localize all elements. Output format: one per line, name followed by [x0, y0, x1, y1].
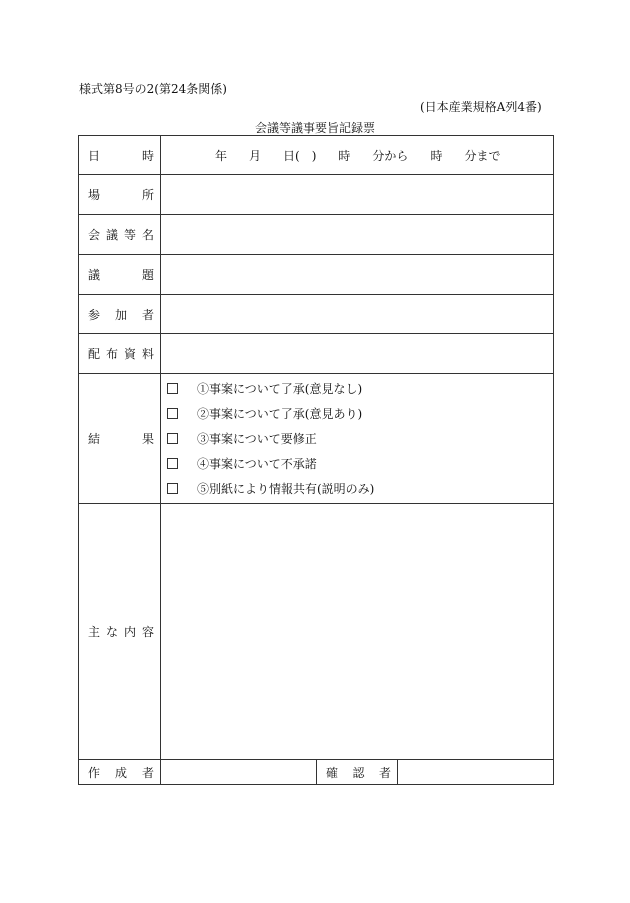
checkbox[interactable] [167, 383, 178, 394]
year-unit: 年 [215, 148, 228, 163]
checkbox[interactable] [167, 433, 178, 444]
label-char: 者 [141, 765, 154, 780]
meeting-name-label [79, 215, 161, 255]
meeting-name-field[interactable] [161, 215, 554, 255]
label-char: 議 [88, 268, 101, 282]
result-option[interactable] [167, 451, 553, 476]
label-char: 名 [141, 228, 154, 242]
datetime-row [79, 136, 554, 175]
content-row [79, 504, 554, 760]
form-title: 会議等議事要旨記録票 [254, 121, 375, 135]
label-char: 参 [88, 307, 101, 322]
label-char: 成 [114, 765, 127, 780]
label-char: 場 [88, 188, 101, 202]
label-char: 容 [141, 625, 154, 639]
day-unit: 日( ) [283, 148, 317, 163]
label-char: 布 [105, 347, 118, 361]
label-char: 配 [88, 347, 101, 361]
agenda-label [79, 255, 161, 295]
materials-row [79, 334, 554, 374]
result-option[interactable] [167, 376, 553, 401]
label-char: 確 [326, 765, 339, 780]
agenda-row [79, 255, 554, 295]
result-option-label: ②事案について了承(意見あり) [197, 407, 363, 421]
result-row [79, 374, 554, 504]
paper-size-note: (日本産業規格A列4番) [420, 100, 542, 114]
checkbox[interactable] [167, 408, 178, 419]
result-option-label: ③事案について要修正 [197, 432, 317, 446]
materials-label [79, 334, 161, 374]
content-label [79, 504, 161, 760]
place-label [79, 175, 161, 215]
label-char: 資 [123, 347, 136, 361]
checkbox[interactable] [167, 483, 178, 494]
checkbox[interactable] [167, 458, 178, 469]
place-row [79, 175, 554, 215]
record-form-table [78, 135, 554, 785]
datetime-label [79, 136, 161, 175]
creator-label [79, 760, 161, 785]
result-option[interactable] [167, 426, 553, 451]
label-char: 結 [88, 432, 101, 446]
label-char: 果 [141, 432, 154, 446]
confirmer-label [317, 760, 398, 785]
result-option-label: ⑤別紙により情報共有(説明のみ) [197, 482, 375, 496]
label-char: 時 [141, 148, 154, 163]
end-minute-unit: 分まで [464, 148, 501, 163]
label-char: 等 [123, 228, 136, 242]
label-char: 日 [88, 148, 101, 163]
label-char: 所 [141, 188, 154, 202]
label-char: 議 [105, 228, 118, 242]
result-option[interactable] [167, 401, 553, 426]
participants-label [79, 295, 161, 334]
label-char: な [105, 625, 118, 639]
start-hour-unit: 時 [338, 148, 351, 163]
label-char: 料 [141, 347, 154, 361]
label-char: 内 [123, 625, 136, 639]
label-char: 作 [88, 765, 101, 780]
month-unit: 月 [249, 148, 262, 163]
datetime-field[interactable] [161, 136, 554, 175]
agenda-field[interactable] [161, 255, 554, 295]
form-number: 様式第8号の2(第24条関係) [79, 82, 227, 96]
confirmer-field[interactable] [398, 760, 554, 785]
creator-field[interactable] [161, 760, 317, 785]
materials-field[interactable] [161, 334, 554, 374]
result-options [161, 374, 554, 504]
result-label [79, 374, 161, 504]
label-char: 者 [378, 765, 391, 780]
result-option-label: ①事案について了承(意見なし) [197, 382, 363, 396]
start-minute-unit: 分から [372, 148, 409, 163]
place-field[interactable] [161, 175, 554, 215]
signature-row [79, 760, 554, 785]
participants-row [79, 295, 554, 334]
result-option[interactable] [167, 476, 553, 501]
label-char: 加 [114, 307, 127, 322]
end-hour-unit: 時 [430, 148, 443, 163]
label-char: 主 [88, 625, 101, 639]
label-char: 者 [141, 307, 154, 322]
participants-field[interactable] [161, 295, 554, 334]
result-option-label: ④事案について不承諾 [197, 457, 317, 471]
label-char: 認 [352, 765, 365, 780]
content-field[interactable] [161, 504, 554, 760]
meeting-name-row [79, 215, 554, 255]
label-char: 題 [141, 268, 154, 282]
label-char: 会 [88, 228, 101, 242]
